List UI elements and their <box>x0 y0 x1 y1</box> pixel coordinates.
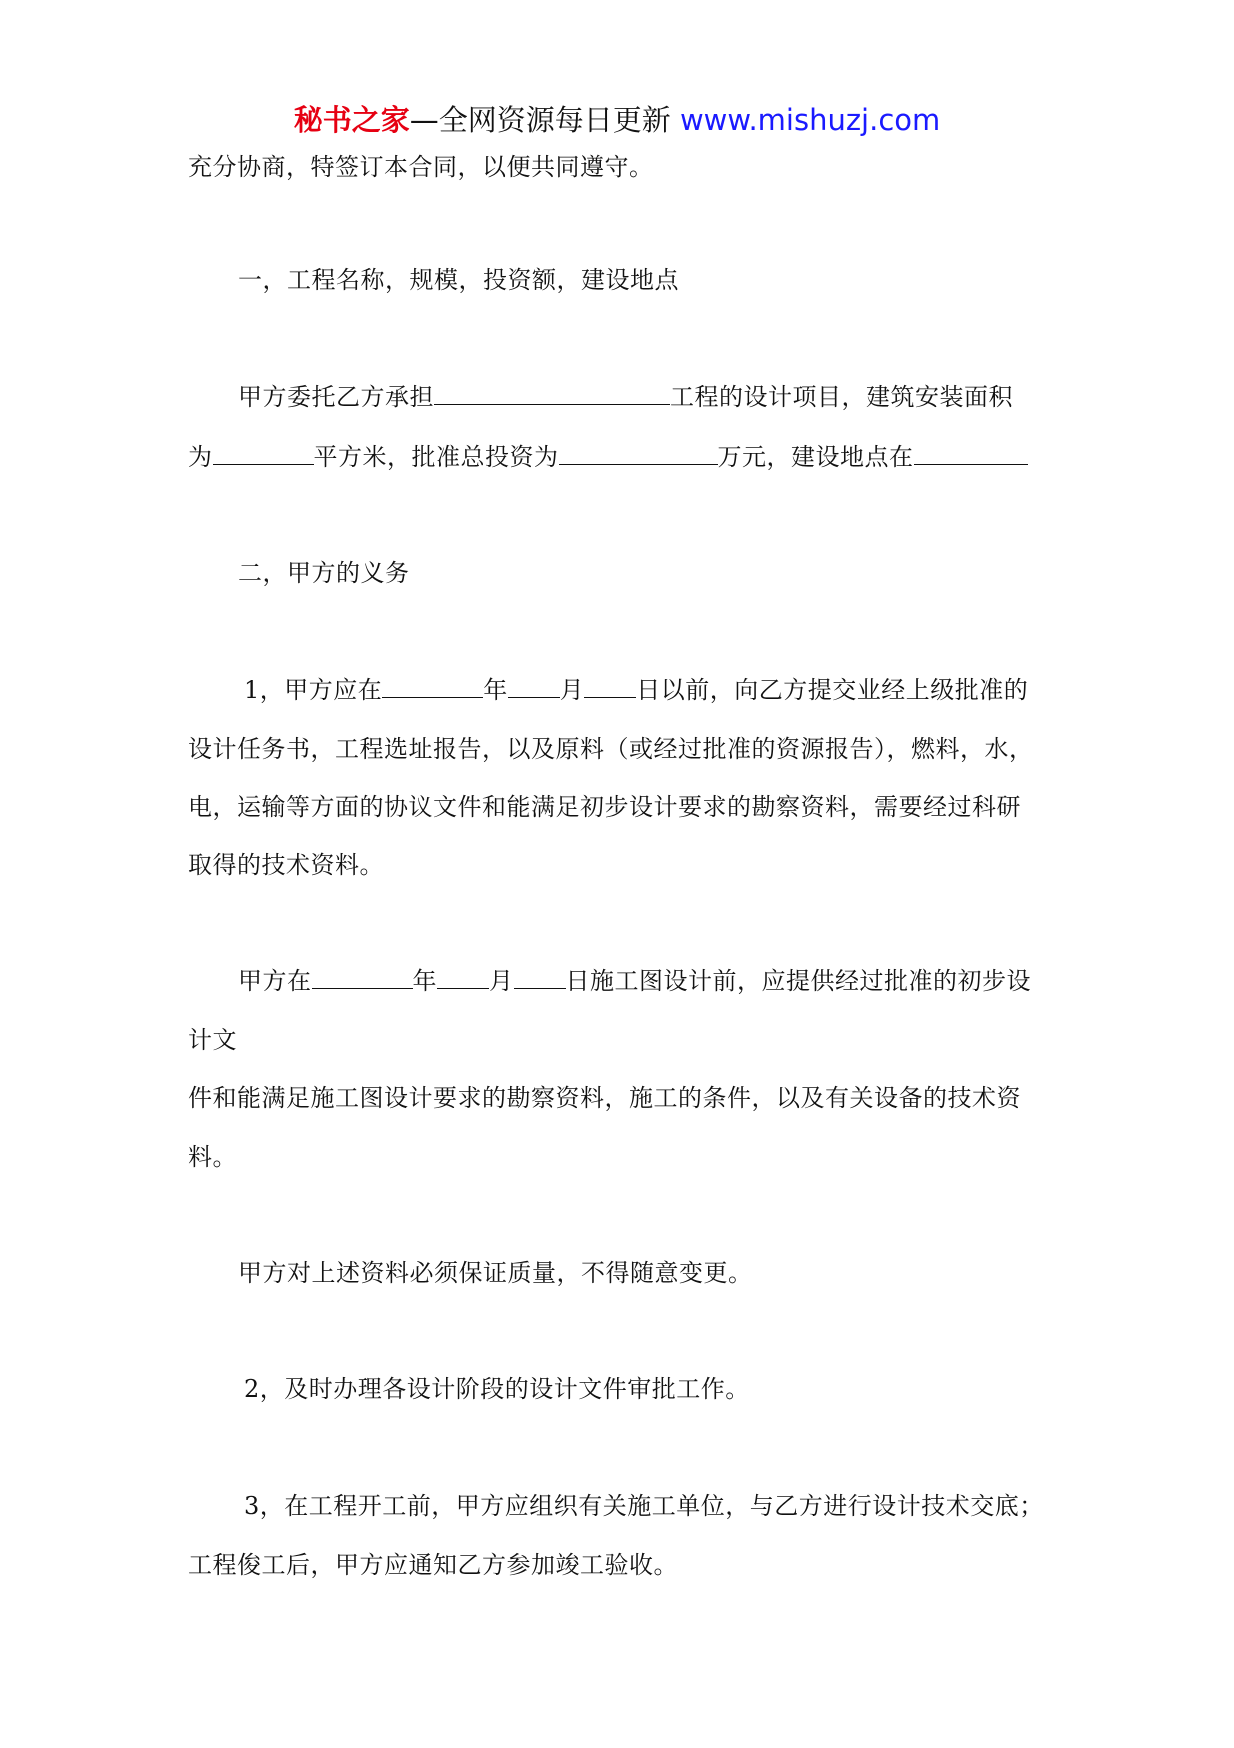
fill-blank-month[interactable] <box>437 964 489 989</box>
fill-blank-year[interactable] <box>312 964 413 989</box>
fill-blank-investment[interactable] <box>559 440 718 465</box>
site-header <box>0 100 1234 140</box>
clause-1-line-1 <box>244 673 1028 707</box>
paragraph-project-line-1 <box>238 380 1013 414</box>
text-segment: 平方米，批准总投资为 <box>313 443 559 471</box>
text-segment: 万元，建设地点在 <box>717 443 914 471</box>
text-segment: 为 <box>188 443 213 471</box>
section-heading-2: 二，甲方的义务 <box>238 559 410 587</box>
clause-1-line-2: 设计任务书，工程选址报告，以及原料（或经过批准的资源报告），燃料，水， <box>188 735 1034 763</box>
clause-1-line-3: 电，运输等方面的协议文件和能满足初步设计要求的勘察资料，需要经过科研 <box>188 793 1021 821</box>
paragraph-drawings-line-1 <box>238 964 1031 998</box>
text-segment: 甲方委托乙方承担 <box>238 383 434 411</box>
header-slogan: —全网资源每日更新 <box>409 103 671 137</box>
text-segment: 1，甲方应在 <box>244 676 383 704</box>
fill-blank-year[interactable] <box>382 673 483 698</box>
clause-1-line-4: 取得的技术资料。 <box>188 851 384 879</box>
text-segment: 年 <box>412 967 437 995</box>
clause-3-line-2: 工程俊工后，甲方应通知乙方参加竣工验收。 <box>188 1551 678 1579</box>
text-segment: 日施工图设计前，应提供经过批准的初步设 <box>565 967 1031 995</box>
paragraph-quality: 甲方对上述资料必须保证质量，不得随意变更。 <box>238 1259 753 1287</box>
fill-blank-location[interactable] <box>914 440 1028 465</box>
clause-2: 2，及时办理各设计阶段的设计文件审批工作。 <box>244 1375 750 1403</box>
fill-blank-project-name[interactable] <box>434 380 670 405</box>
header-brand: 秘书之家 <box>293 103 410 137</box>
fill-blank-month[interactable] <box>508 673 560 698</box>
clause-3-line-1: 3，在工程开工前，甲方应组织有关施工单位，与乙方进行设计技术交底； <box>244 1492 1044 1520</box>
paragraph-drawings-line-3: 件和能满足施工图设计要求的勘察资料，施工的条件，以及有关设备的技术资 <box>188 1084 1021 1112</box>
header-url-link[interactable]: www.mishuzj.com <box>679 103 941 137</box>
fill-blank-day[interactable] <box>584 673 636 698</box>
paragraph-drawings-line-4: 料。 <box>188 1143 237 1171</box>
paragraph-project-line-2 <box>188 440 1028 474</box>
text-segment: 日以前，向乙方提交业经上级批准的 <box>636 676 1029 704</box>
section-heading-1: 一，工程名称，规模，投资额，建设地点 <box>238 266 679 294</box>
text-segment: 月 <box>489 967 514 995</box>
fill-blank-area[interactable] <box>213 440 314 465</box>
intro-line: 充分协商，特签订本合同，以便共同遵守。 <box>188 153 654 181</box>
fill-blank-day[interactable] <box>514 964 566 989</box>
text-segment: 月 <box>559 676 585 704</box>
paragraph-drawings-line-2: 计文 <box>188 1026 237 1054</box>
text-segment: 工程的设计项目，建筑安装面积 <box>670 383 1013 411</box>
text-segment: 甲方在 <box>238 967 312 995</box>
text-segment: 年 <box>483 676 508 704</box>
